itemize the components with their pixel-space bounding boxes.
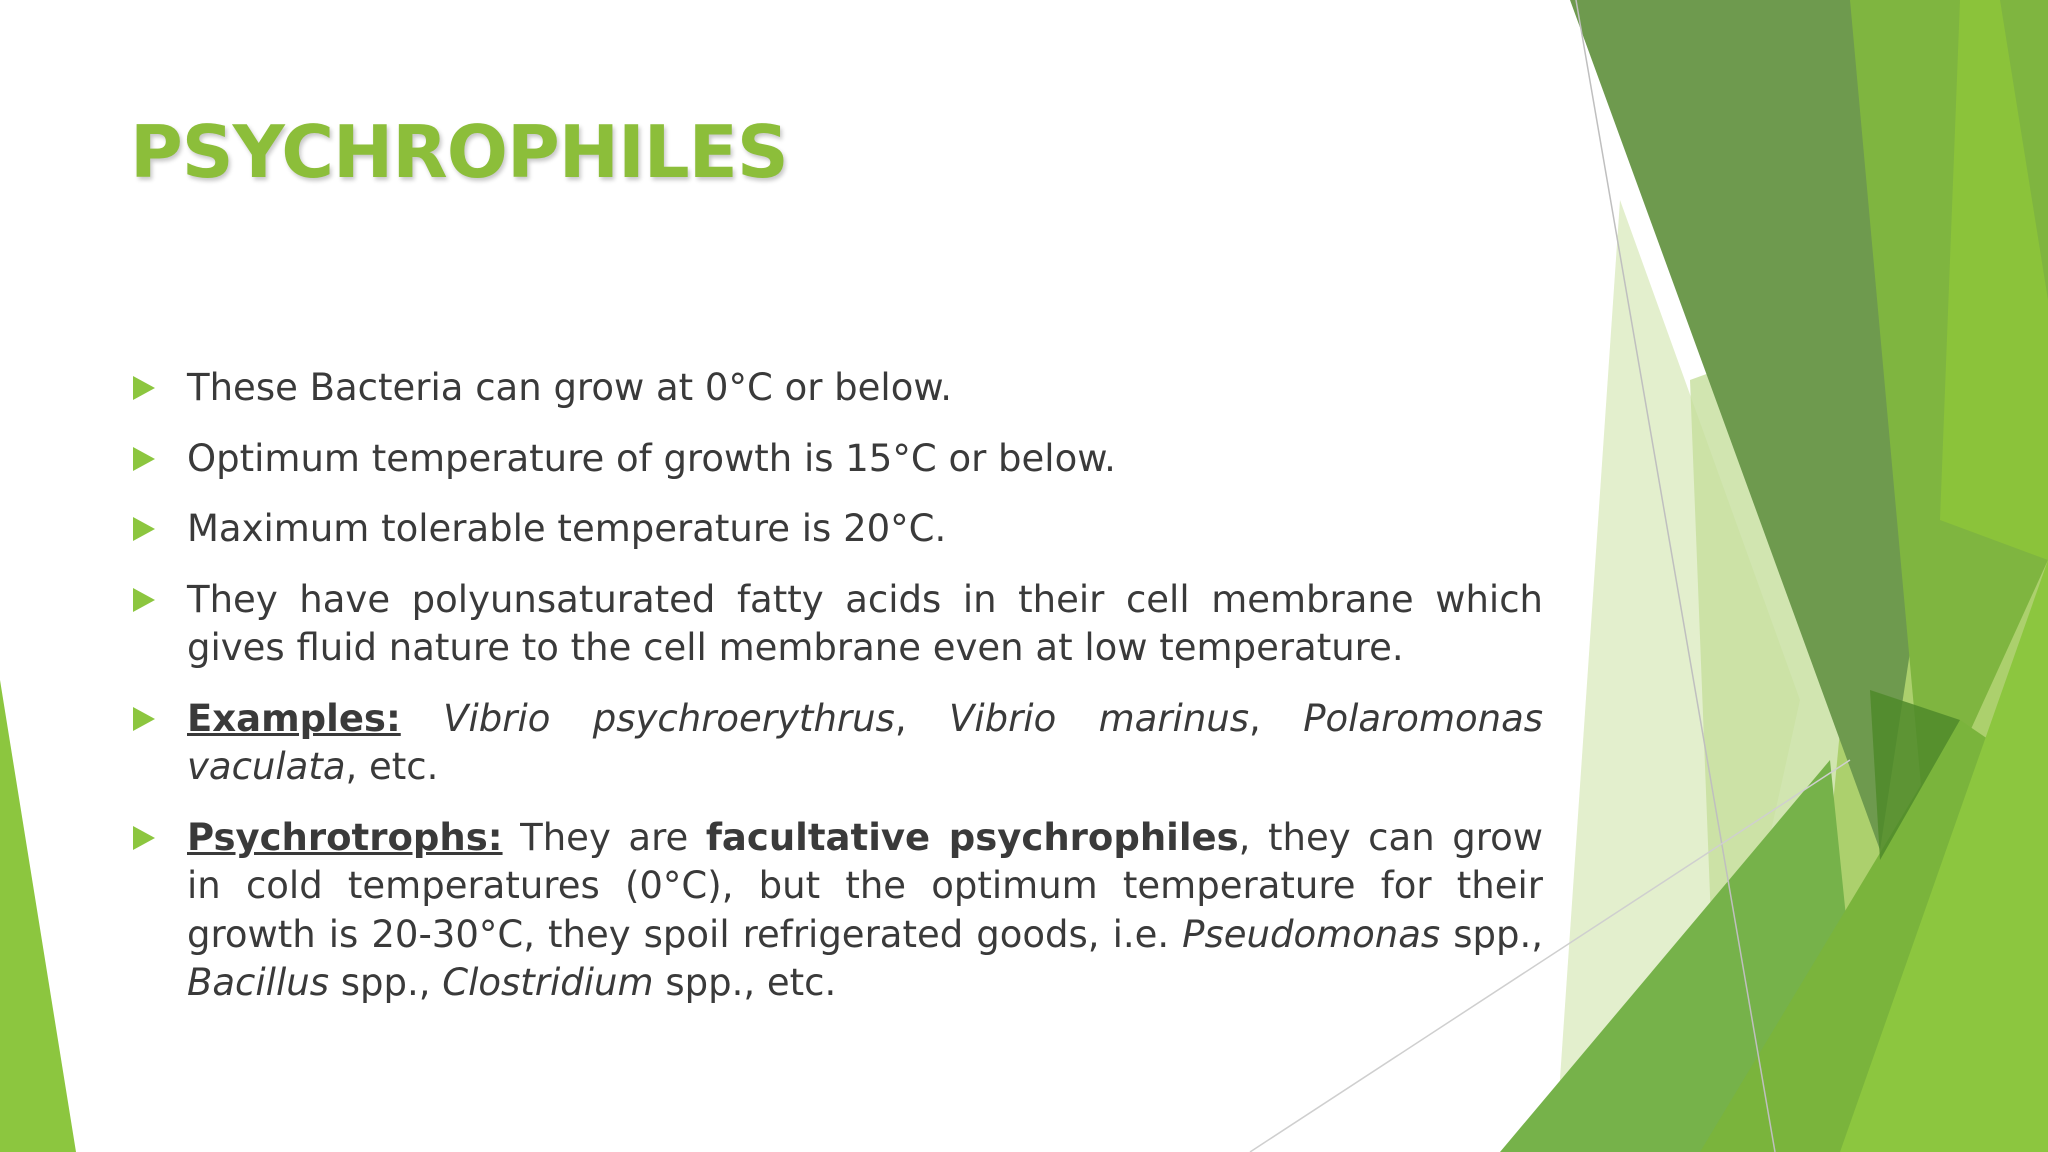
triangle-bullet-icon (133, 376, 155, 400)
genus-name: Clostridium (442, 961, 654, 1004)
psychrotrophs-label: Psychrotrophs: (187, 815, 503, 859)
bold-term: facultative psychrophiles (705, 815, 1239, 859)
examples-label: Examples: (187, 696, 401, 740)
triangle-bullet-icon (133, 447, 155, 471)
text-part: spp., etc. (653, 961, 837, 1004)
left-green-sliver (0, 680, 76, 1152)
examples-tail: , etc. (345, 745, 439, 788)
bullet-item (130, 435, 1543, 484)
text-part: spp., (1440, 912, 1543, 956)
triangle-bullet-icon (133, 826, 155, 850)
species-name: Vibrio psychroerythrus (443, 696, 895, 740)
species-name: Vibrio marinus (949, 696, 1250, 740)
bullet-text: Optimum temperature of growth is 15°C or below. (187, 436, 1116, 480)
triangle-bullet-icon (133, 588, 155, 612)
triangle-bullet-icon (133, 707, 155, 731)
bullet-text: Maximum tolerable temperature is 20°C. (187, 507, 947, 550)
text-part: , they can grow in cold temperatures (0°C), but the optimum temperature for their growth is 20-30°C, they spoil refrigerated goods, i.e. (187, 815, 1543, 956)
bullet-item (130, 576, 1543, 673)
species-name: Polaromonas vaculata (187, 696, 1544, 788)
bullet-text: They have polyunsaturated fatty acids in their cell membrane which gives fluid nature to the cell membrane even at low temperature. (187, 577, 1543, 669)
bullet-item-psychrotrophs (130, 814, 1543, 1008)
bullet-item-examples (130, 695, 1543, 792)
triangle-bullet-icon (133, 517, 155, 541)
text-part: They are (502, 815, 706, 859)
bullet-text: These Bacteria can grow at 0°C or below. (187, 366, 952, 409)
bullet-item (130, 364, 1543, 413)
genus-name: Pseudomonas (1182, 912, 1441, 956)
separator: , (894, 696, 950, 740)
separator: , (1249, 696, 1304, 740)
bullet-list (130, 364, 1543, 1030)
slide-title: PSYCHROPHILES (130, 110, 788, 194)
genus-name: Bacillus (187, 961, 329, 1004)
text-part: spp., (328, 961, 443, 1004)
bullet-item (130, 505, 1543, 554)
